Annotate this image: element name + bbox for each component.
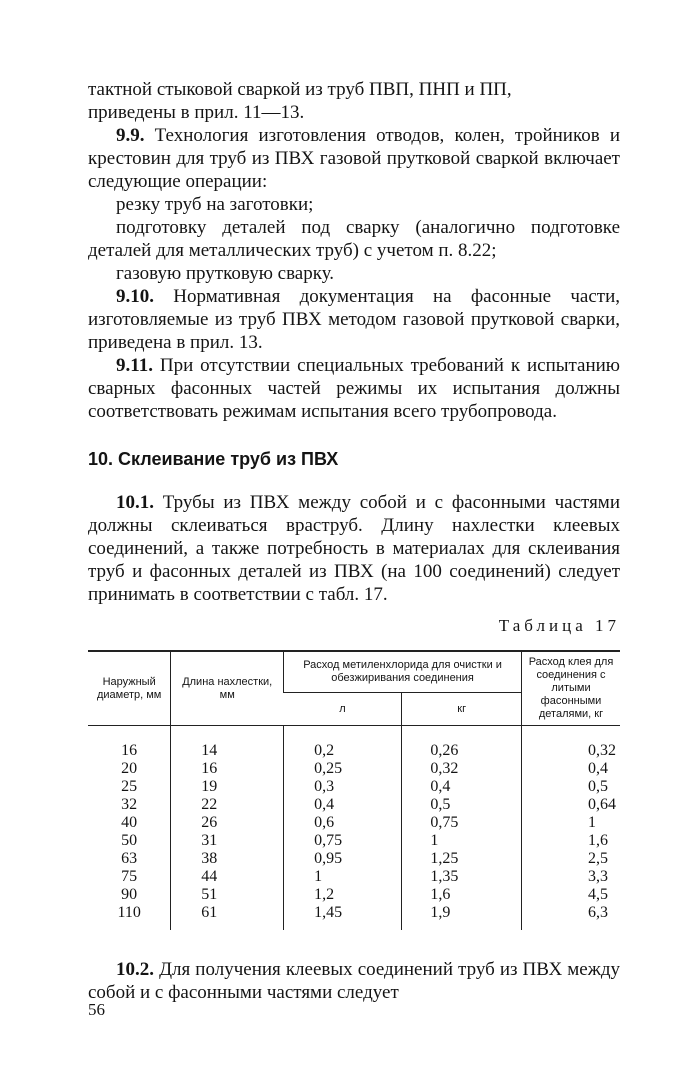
paragraph-text: Трубы из ПВХ между собой и с фасонными частями должны склеиваться враструб. Длину нахлестки клеевых соединений, а также потребность в материалах для склеивания труб и фасонных деталей из ПВХ (на 100 соединений) следует принимать в соответствии с табл. 17. (88, 492, 621, 605)
cell-overlap: 31 (171, 832, 284, 850)
paragraph-text: Нормативная документация на фасонные части, изготовляемые из труб ПВХ методом газовой прутковой сварки, приведена в прил. 13. (88, 286, 621, 353)
cell-overlap: 61 (171, 904, 284, 922)
list-item: резку труб на заготовки; (116, 194, 314, 215)
table-row (88, 796, 620, 814)
page-number: 56 (88, 1000, 105, 1019)
column-header-overlap: Длина нахлестки, мм (171, 651, 284, 725)
section-heading: 10. Склеивание труб из ПВХ (88, 449, 339, 469)
cell-glue: 3,3 (522, 868, 621, 886)
cell-diameter: 110 (117, 904, 141, 921)
paragraph-number: 9.9. (116, 125, 145, 146)
cell-kg: 0,32 (402, 760, 522, 778)
cell-overlap: 51 (171, 886, 284, 904)
paragraph-9-10 (88, 285, 620, 354)
cell-kg: 1,35 (402, 868, 522, 886)
table-row (88, 778, 620, 796)
cell-diameter: 32 (121, 796, 138, 813)
cell-glue: 0,5 (522, 778, 621, 796)
cell-kg: 1,6 (402, 886, 522, 904)
cell-diameter: 16 (121, 742, 138, 759)
cell-overlap: 38 (171, 850, 284, 868)
cell-overlap: 19 (171, 778, 284, 796)
table-row (88, 868, 620, 886)
cell-kg: 1 (402, 832, 522, 850)
column-header-methylene: Расход метиленхлорида для очистки и обезжиривания соединения (284, 651, 522, 693)
cell-diameter: 50 (121, 832, 138, 849)
cell-liters: 0,25 (284, 760, 402, 778)
intro-paragraph (88, 78, 620, 124)
cell-liters: 0,2 (284, 742, 402, 760)
cell-overlap: 26 (171, 814, 284, 832)
cell-overlap: 22 (171, 796, 284, 814)
cell-kg: 0,26 (402, 742, 522, 760)
paragraph-10-2 (88, 958, 620, 1004)
paragraph-10-1 (88, 491, 620, 606)
cell-kg: 0,4 (402, 778, 522, 796)
cell-kg: 1,25 (402, 850, 522, 868)
table-caption: Таблица 17 (498, 616, 620, 635)
cell-kg: 1,9 (402, 904, 522, 922)
column-header-liters: л (284, 693, 402, 726)
table-row (88, 760, 620, 778)
intro-line-2: приведены в прил. 11—13. (88, 102, 305, 123)
paragraph-number: 10.2. (116, 959, 154, 980)
cell-diameter: 40 (121, 814, 138, 831)
cell-diameter: 75 (121, 868, 138, 885)
column-header-kg: кг (402, 693, 522, 726)
paragraph-text: Технология изготовления отводов, колен, тройников и крестовин для труб из ПВХ газовой прутковой сваркой включает следующие операции: (88, 125, 621, 192)
cell-diameter: 63 (121, 850, 138, 867)
table-row (88, 904, 620, 922)
cell-diameter: 90 (121, 886, 138, 903)
cell-kg: 0,5 (402, 796, 522, 814)
cell-overlap: 16 (171, 760, 284, 778)
column-header-glue: Расход клея для соединения с литыми фасонными деталями, кг (522, 651, 621, 725)
cell-liters: 0,95 (284, 850, 402, 868)
cell-glue: 1 (522, 814, 621, 832)
cell-liters: 0,4 (284, 796, 402, 814)
paragraph-text: Для получения клеевых соединений труб из ПВХ между собой и с фасонными частями следует (88, 959, 621, 1003)
cell-diameter: 20 (121, 760, 138, 777)
list-item: газовую прутковую сварку. (116, 263, 335, 284)
intro-line-1: тактной стыковой сваркой из труб ПВП, ПНП и ПП, (88, 79, 512, 100)
table-row (88, 742, 620, 760)
cell-liters: 0,6 (284, 814, 402, 832)
column-header-diameter: Наружный диаметр, мм (88, 651, 171, 725)
table-row (88, 850, 620, 868)
cell-glue: 4,5 (522, 886, 621, 904)
table-row (88, 814, 620, 832)
cell-diameter: 25 (121, 778, 138, 795)
cell-liters: 0,3 (284, 778, 402, 796)
cell-liters: 0,75 (284, 832, 402, 850)
paragraph-number: 10.1. (116, 492, 154, 513)
cell-liters: 1 (284, 868, 402, 886)
paragraph-number: 9.10. (116, 286, 154, 307)
cell-glue: 0,4 (522, 760, 621, 778)
list-item: подготовку деталей под сварку (аналогично подготовке деталей для металлических труб) с учетом п. 8.22; (88, 217, 620, 261)
paragraph-number: 9.11. (116, 355, 153, 376)
cell-liters: 1,2 (284, 886, 402, 904)
cell-glue: 2,5 (522, 850, 621, 868)
paragraph-9-11 (88, 354, 620, 423)
paragraph-text: При отсутствии специальных требований к испытанию сварных фасонных частей режимы их испытания должны соответствовать режимам испытания всего трубопровода. (88, 355, 621, 422)
cell-kg: 0,75 (402, 814, 522, 832)
cell-overlap: 44 (171, 868, 284, 886)
paragraph-9-9 (88, 124, 620, 193)
table-row (88, 832, 620, 850)
table-17 (88, 650, 620, 930)
cell-glue: 0,64 (522, 796, 621, 814)
cell-glue: 1,6 (522, 832, 621, 850)
cell-glue: 6,3 (522, 904, 621, 922)
table-row (88, 886, 620, 904)
page-content (88, 78, 620, 1004)
cell-liters: 1,45 (284, 904, 402, 922)
cell-overlap: 14 (171, 742, 284, 760)
cell-glue: 0,32 (522, 742, 621, 760)
